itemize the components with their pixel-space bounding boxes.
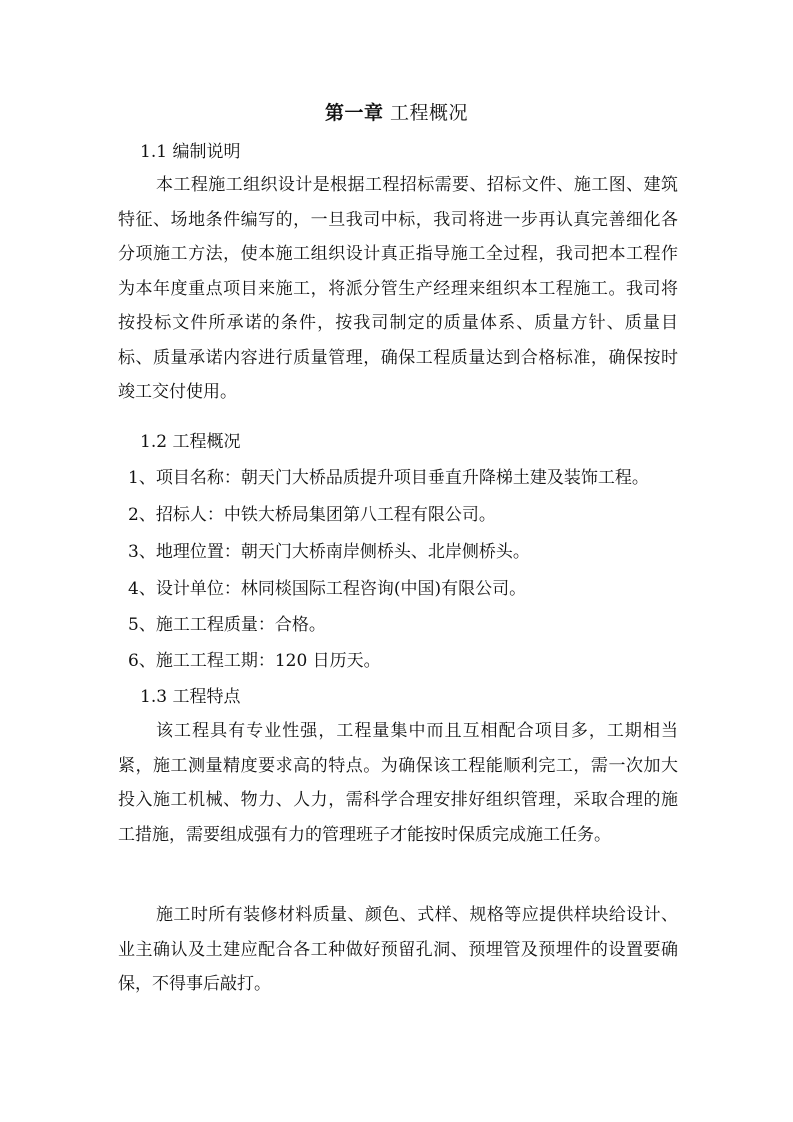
list-item: 1、项目名称：朝天门大桥品质提升项目垂直升降梯土建及装饰工程。 bbox=[128, 468, 649, 488]
paragraph-decoration-materials: 施工时所有装修材料质量、颜色、式样、规格等应提供样块给设计、业主确认及土建应配合各工种做好预留孔洞、预埋管及预埋件的设置要确保，不得事后敲打。 bbox=[118, 905, 678, 994]
section-heading-1-3: 1.3 工程特点 bbox=[140, 687, 241, 707]
list-item: 2、招标人：中铁大桥局集团第八工程有限公司。 bbox=[128, 505, 496, 525]
chapter-name: 工程概况 bbox=[390, 102, 469, 124]
section-heading-1-1: 1.1 编制说明 bbox=[140, 142, 241, 162]
chapter-number: 第一章 bbox=[324, 102, 384, 124]
paragraph-compilation-notes: 本工程施工组织设计是根据工程招标需要、招标文件、施工图、建筑特征、场地条件编写的，一旦我司中标，我司将进一步再认真完善细化各分项施工方法，使本施工组织设计真正指导施工全过程，我司把本工程作为本年度重点项目来施工，将派分管生产经理来组织本工程施工。我司将按投标文件所承诺的条件，按我司制定的质量体系、质量方针、质量目标、质量承诺内容进行质量管理，确保工程质量达到合格标准，确保按时竣工交付使用。 bbox=[118, 175, 678, 402]
page-title bbox=[0, 98, 793, 128]
section-heading-1-2: 1.2 工程概况 bbox=[140, 432, 241, 452]
list-item: 3、地理位置：朝天门大桥南岸侧桥头、北岸侧桥头。 bbox=[128, 542, 530, 562]
list-item: 4、设计单位：林同棪国际工程咨询(中国)有限公司。 bbox=[128, 579, 527, 599]
list-item: 6、施工工程工期：120 日历天。 bbox=[128, 651, 381, 671]
paragraph-project-features: 该工程具有专业性强，工程量集中而且互相配合项目多，工期相当紧，施工测量精度要求高的特点。为确保该工程能顺利完工，需一次加大投入施工机械、物力、人力，需科学合理安排好组织管理，采取合理的施工措施，需要组成强有力的管理班子才能按时保质完成施工任务。 bbox=[118, 721, 678, 845]
list-item: 5、施工工程质量：合格。 bbox=[128, 615, 326, 635]
